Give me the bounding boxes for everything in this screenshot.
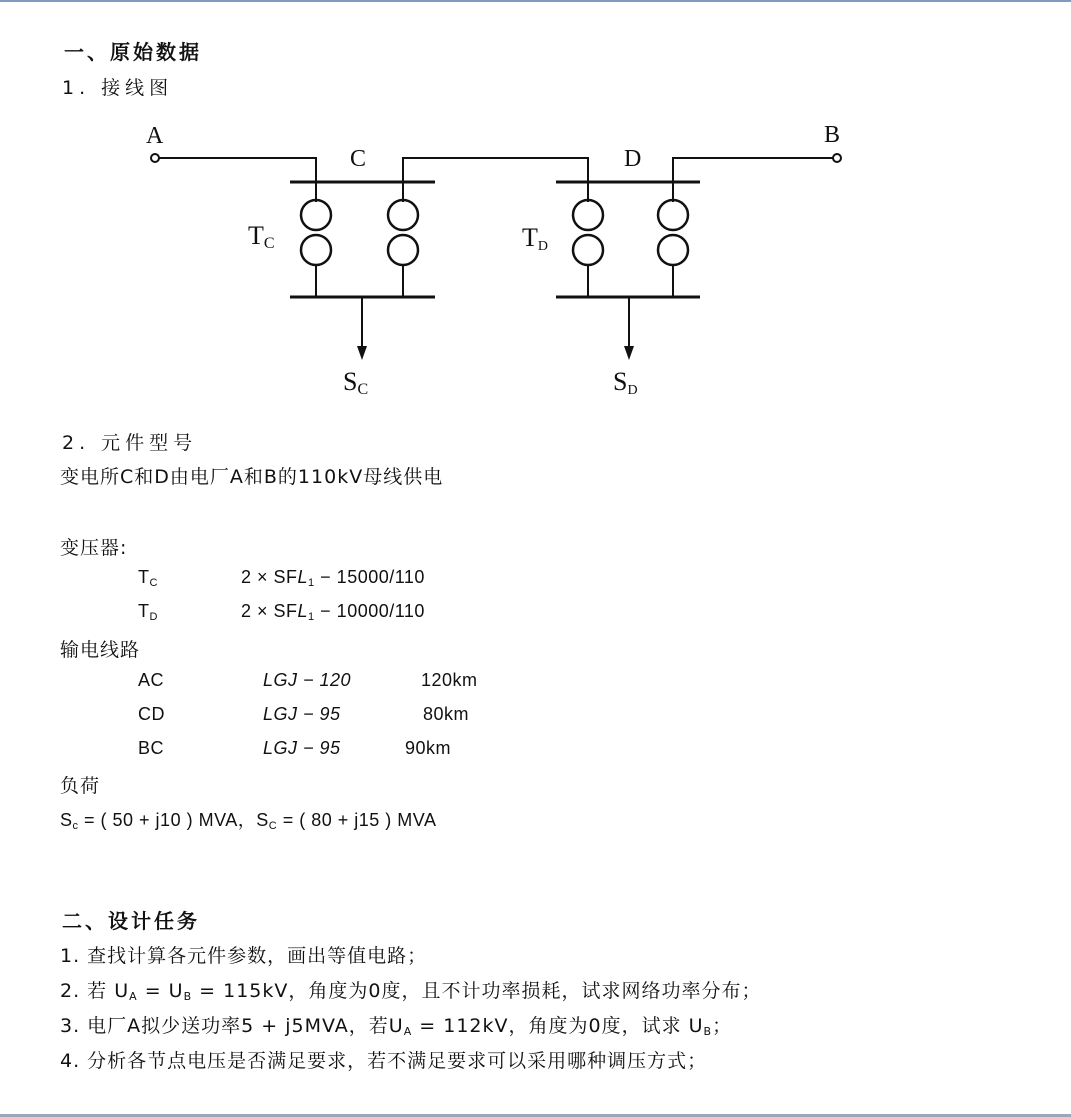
label-node-d: D bbox=[624, 146, 642, 172]
line-row-type: LGJ − 120 bbox=[263, 670, 352, 690]
section-heading-design-tasks: 二、设计任务 bbox=[62, 909, 200, 933]
line-row-name: BC bbox=[138, 738, 165, 758]
supply-description: 变电所C和D由电厂A和B的110kV母线供电 bbox=[60, 466, 444, 488]
line-row-length: 120km bbox=[421, 670, 478, 690]
transformer-td1 bbox=[573, 200, 603, 230]
task-item: 3. 电厂A拟少送功率5 + j5MVA，若$U_A = 112kV$，角度为0度，试求 $U_B$； bbox=[60, 1015, 733, 1038]
transformer-row-name: $T_D$ bbox=[138, 601, 158, 623]
transformer-td2 bbox=[658, 200, 688, 230]
label-sc: SC bbox=[343, 367, 369, 398]
transmission-lines-label: 输电线路 bbox=[60, 639, 141, 661]
transformer-row-spec: $2 \times SFL_1 - 15000/110$ bbox=[241, 567, 425, 589]
transformers-label: 变压器: bbox=[60, 537, 128, 559]
line-row-name: AC bbox=[138, 670, 165, 690]
line-c-d bbox=[403, 158, 588, 182]
label-sd: SD bbox=[613, 367, 638, 398]
line-row-length: 80km bbox=[423, 704, 470, 724]
transformer-tc1 bbox=[301, 200, 331, 230]
label-td: TD bbox=[522, 223, 549, 254]
line-a-c bbox=[159, 158, 316, 182]
loads-label: 负荷 bbox=[60, 775, 101, 797]
label-node-b: B bbox=[824, 122, 841, 148]
terminal-a bbox=[151, 154, 159, 162]
transformer-tc2 bbox=[388, 200, 418, 230]
task-item: 1. 查找计算各元件参数，画出等值电路； bbox=[60, 945, 428, 967]
section-heading-original-data: 一、原始数据 bbox=[64, 40, 202, 64]
line-d-b bbox=[673, 158, 833, 182]
task-item: 4. 分析各节点电压是否满足要求，若不满足要求可以采用哪种调压方式； bbox=[60, 1050, 708, 1072]
transformer-row-spec: $2 \times SFL_1 - 10000/110$ bbox=[241, 601, 425, 623]
task-item: 2. 若 $U_A = U_B = 115kV$，角度为0度，且不计功率损耗，试求网络功率分布； bbox=[60, 980, 762, 1003]
label-node-a: A bbox=[146, 123, 164, 149]
top-border bbox=[0, 0, 1071, 2]
terminal-b bbox=[833, 154, 841, 162]
line-row-length: 90km bbox=[405, 738, 452, 758]
transformer-row-name: $T_C$ bbox=[138, 567, 158, 589]
item-component-models-label: 2. 元件型号 bbox=[62, 432, 198, 454]
line-row-name: CD bbox=[138, 704, 165, 724]
line-row-type: LGJ − 95 bbox=[263, 738, 341, 758]
loads-values: $S_c$ = ( 50 + j10 ) MVA，$S_C$ = ( 80 + j15 ) MVA bbox=[60, 810, 437, 832]
line-row-type: LGJ − 95 bbox=[263, 704, 341, 724]
wiring-diagram bbox=[130, 110, 860, 410]
label-tc: TC bbox=[248, 221, 275, 252]
item-wiring-diagram-label: 1. 接线图 bbox=[62, 77, 174, 99]
label-node-c: C bbox=[350, 146, 367, 172]
